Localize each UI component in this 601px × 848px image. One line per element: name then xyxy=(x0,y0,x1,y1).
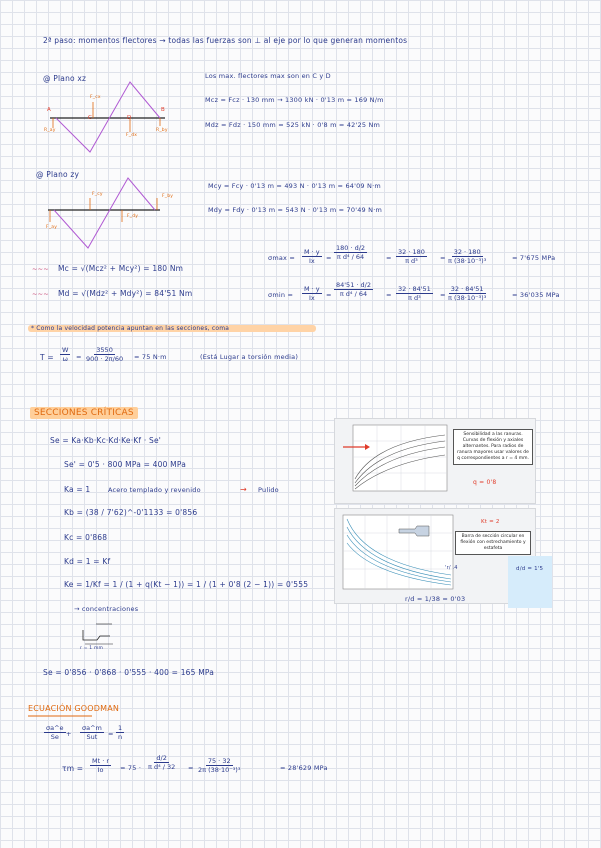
label-fcy: F_cy xyxy=(92,192,103,197)
label-fcx: F_cx xyxy=(90,95,101,100)
ka-arrow: → xyxy=(240,485,247,494)
section-title: SECCIONES CRÍTICAS xyxy=(30,407,138,419)
mc-resultant: Mc = √(Mcz² + Mcy²) = 180 Nm xyxy=(58,264,184,273)
chart1-legend: Sensibilidad a las ranuras. Curvas de flexión y axiales alternantes. Para radios de ranura mayores usar valores de q correspondientes a r = 4 mm. xyxy=(453,429,533,465)
se-final: Se = 0'856 · 0'868 · 0'555 · 400 = 165 MPa xyxy=(43,668,215,677)
mc-mark: ~~~ xyxy=(32,265,49,273)
goodman-f1: $\frac{\sigma a\^{}e}{Se}$ xyxy=(46,724,64,741)
goodman-f2: σa^m Sut xyxy=(82,724,102,741)
stress-concentration-chart xyxy=(334,508,536,604)
zy-line-1: Mcy = Fcy · 0'13 m = 493 N · 0'13 m = 64'09 N·m xyxy=(208,182,381,190)
chart2-bottom: r/d = 1/38 = 0'03 xyxy=(405,595,466,603)
sigma-min-f1: $\frac{M \cdot y}{Ix}$ xyxy=(304,285,320,302)
ka-line: Ka = 1 xyxy=(64,485,91,494)
xz-line-1: Los max. flectores max son en C y D xyxy=(205,72,331,80)
torque-result: = 75 N·m xyxy=(134,353,167,361)
sigma-min-f2: $\frac{84'51 \cdot d/2}{\text{π d⁴ / 64}}$ xyxy=(336,281,371,298)
label-d: D xyxy=(127,115,132,121)
moment-diagram-xz xyxy=(56,82,160,152)
torque-f1: $\frac{W}{\omega}$ xyxy=(62,346,69,363)
md-resultant: Md = √(Mdz² + Mdy²) = 84'51 Nm xyxy=(58,289,193,298)
tau-f2: $\frac{d/2}{\text{π d⁴ / 32}}$ xyxy=(148,754,176,771)
moment-diagram-zy xyxy=(54,178,155,248)
ka-result: Pulido xyxy=(258,486,279,494)
md-mark: ~~~ xyxy=(32,290,49,298)
concentration-note: → concentraciones xyxy=(74,605,139,613)
tau-f1: $\frac{Mt \cdot r}{Io}$ xyxy=(92,757,110,774)
sigma-max-f3: $\frac{32 \cdot 180}{\text{π d³}}$ xyxy=(398,248,425,265)
label-b: B xyxy=(161,107,165,113)
label-ray: R_ay xyxy=(44,128,56,133)
sigma-min-result: = 36'035 MPa xyxy=(512,291,560,299)
tau-result: = 28'629 MPa xyxy=(280,764,328,772)
chart2-legend: Barra de sección circular en flexión con estrechamiento y estafeta xyxy=(455,531,531,555)
sigma-max-f1: $\frac{M \cdot y}{Ix}$ xyxy=(304,248,320,265)
label-rby: R_by xyxy=(156,128,168,133)
chart2-side-a: 'r/ .4 xyxy=(445,565,458,571)
label-fdy: F_dy xyxy=(127,214,139,219)
kd-line: Kd = 1 = Kf xyxy=(64,557,111,566)
sigma-max-label: σmax = xyxy=(268,254,295,262)
sigma-max-f4: $\frac{32 \cdot 180}{\text{π (38·10⁻³)³}}$ xyxy=(448,248,487,265)
sigma-min-f4: $\frac{32 \cdot 84'51}{\text{π (38·10⁻³)³}}$ xyxy=(448,285,487,302)
goodman-f3: $\frac{1}{n}$ xyxy=(118,724,123,741)
torque-prefix: T = xyxy=(40,353,54,362)
sketch-label: r = 1 mm xyxy=(80,646,104,651)
ka-note: Acero templado y revenido xyxy=(108,486,201,494)
shaft-sketch xyxy=(83,630,110,640)
kb-line: Kb = (38 / 7'62)^-0'1133 = 0'856 xyxy=(64,508,198,517)
xz-line-2: Mcz = Fcz · 130 mm → 1300 kN · 0'13 m = 169 N/m xyxy=(205,96,384,104)
sigma-min-label: σmin = xyxy=(268,291,294,299)
goodman-title: ECUACIÓN GOODMAN xyxy=(28,704,120,713)
zy-line-2: Mdy = Fdy · 0'13 m = 543 N · 0'13 m = 70'49 N·m xyxy=(208,206,382,214)
q-note: q = 0'8 xyxy=(473,479,497,486)
plane-zy-title: @ Plano zy xyxy=(36,170,80,179)
label-c: C xyxy=(88,115,93,121)
sticky-note xyxy=(508,556,552,608)
se-line-2: Se' = 0'5 · 800 MPa = 400 MPa xyxy=(64,460,187,469)
tau-label: τm = xyxy=(62,764,84,773)
label-a: A xyxy=(47,107,51,113)
ke-line: Ke = 1/Kf = 1 / (1 + q(Kt − 1)) = 1 / (1 + 0'8 (2 − 1)) = 0'555 xyxy=(64,580,309,589)
xz-line-3: Mdz = Fdz · 150 mm = 525 kN · 0'8 m = 42'25 Nm xyxy=(205,121,381,129)
torque-note: * Como la velocidad potencia apuntan en las secciones, coma xyxy=(28,325,316,332)
kt-note: Kt = 2 xyxy=(481,519,500,525)
torque-f2: $\frac{3550}{900 \cdot 2\pi/60}$ xyxy=(86,346,124,363)
kc-line: Kc = 0'868 xyxy=(64,533,108,542)
sticky-note-text: d/d = 1'5 xyxy=(516,566,544,572)
tau-f3: $\frac{75 \cdot 32}{\text{2π (38·10⁻³)³}}$ xyxy=(198,757,241,774)
label-fay: F_ay xyxy=(46,225,58,230)
sigma-min-f3: $\frac{32 \cdot 84'51}{\text{π d³}}$ xyxy=(398,285,431,302)
sigma-max-result: = 7'675 MPa xyxy=(512,254,556,262)
torque-note-2: (Está Lugar a torsión media) xyxy=(200,353,299,361)
notch-sensitivity-chart xyxy=(334,418,536,504)
page-header: 2ª paso: momentos flectores → todas las fuerzas son ⊥ al eje por lo que generan momentos xyxy=(43,36,408,45)
plane-xz-title: @ Plano xz xyxy=(43,74,87,83)
label-fby: F_by xyxy=(162,194,174,199)
label-fdx: F_dx xyxy=(126,133,138,138)
sigma-max-f2: $\frac{180 \cdot d/2}{\text{π d⁴ / 64}}$ xyxy=(336,244,366,261)
se-line-1: Se = Ka·Kb·Kc·Kd·Ke·Kf · Se' xyxy=(50,436,162,445)
